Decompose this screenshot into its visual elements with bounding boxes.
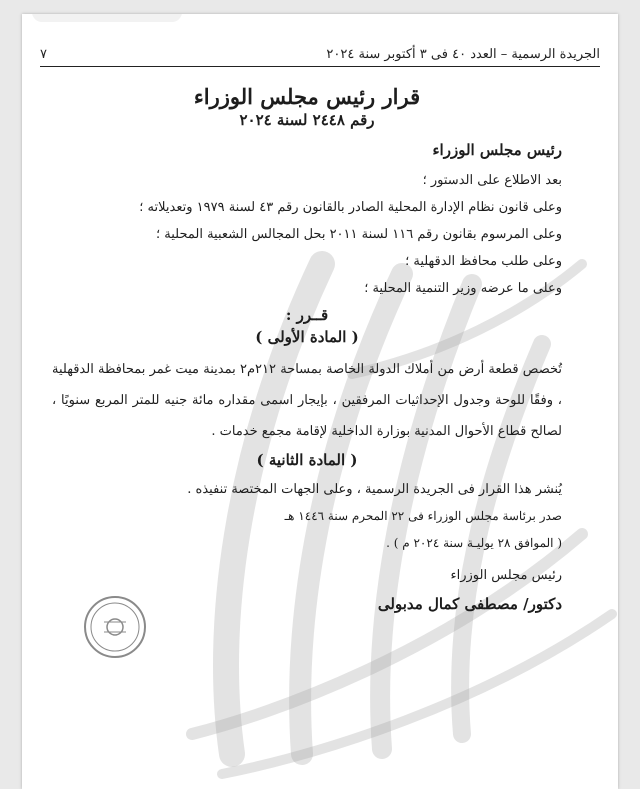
page-number: ٧	[40, 47, 47, 62]
preamble-line: بعد الاطلاع على الدستور ؛	[422, 173, 562, 188]
decision-title: قرار رئيس مجلس الوزراء	[193, 84, 421, 109]
document-page	[22, 14, 618, 789]
decreed-heading: قــرر :	[285, 306, 329, 324]
preamble-line: وعلى المرسوم بقانون رقم ١١٦ لسنة ٢٠١١ بحل المجالس الشعبية المحلية ؛	[156, 227, 562, 242]
article-1-text: تُخصص قطعة أرض من أملاك الدولة الخاصة بمساحة ٢١٢م٢ بمدينة ميت غمر بمحافظة الدقهلية ، وفقًا للوحة وجدول الإحداثيات المرفقين ، بإيجار اسمى مقداره مائة جنيه للمتر المربع سنويًا ، لصالح قطاع الأحوال المدنية بوزارة الداخلية لإقامة مجمع خدمات .	[52, 362, 562, 439]
article-2-title: ( المادة الثانية )	[256, 451, 358, 469]
issuer-heading: رئيس مجلس الوزراء	[432, 141, 562, 159]
page-edge-strip	[32, 14, 182, 22]
decision-number: رقم ٢٤٤٨ لسنة ٢٠٢٤	[239, 111, 375, 129]
preamble-line: وعلى ما عرضه وزير التنمية المحلية ؛	[364, 281, 562, 296]
article-1-title: ( المادة الأولى )	[255, 328, 359, 346]
corresponding-date-line: ( الموافق ٢٨ يوليـة سنة ٢٠٢٤ م ) .	[386, 536, 562, 550]
running-header	[40, 36, 600, 67]
article-2-text: يُنشر هذا القرار فى الجريدة الرسمية ، وعلى الجهات المختصة تنفيذه .	[187, 482, 562, 497]
gazette-issue: الجريدة الرسمية – العدد ٤٠ فى ٣ أكتوبر سنة ٢٠٢٤	[326, 47, 600, 62]
preamble-line: وعلى طلب محافظ الدقهلية ؛	[405, 254, 562, 269]
preamble-line: وعلى قانون نظام الإدارة المحلية الصادر بالقانون رقم ٤٣ لسنة ١٩٧٩ وتعديلاته ؛	[139, 200, 562, 215]
issued-date-line: صدر برئاسة مجلس الوزراء فى ٢٢ المحرم سنة ١٤٤٦ هـ	[284, 509, 562, 523]
decision-body	[52, 74, 562, 617]
official-seal-icon	[82, 594, 148, 660]
signature-title: رئيس مجلس الوزراء	[450, 568, 562, 583]
signature-name: دكتور/ مصطفى كمال مدبولى	[377, 595, 562, 613]
